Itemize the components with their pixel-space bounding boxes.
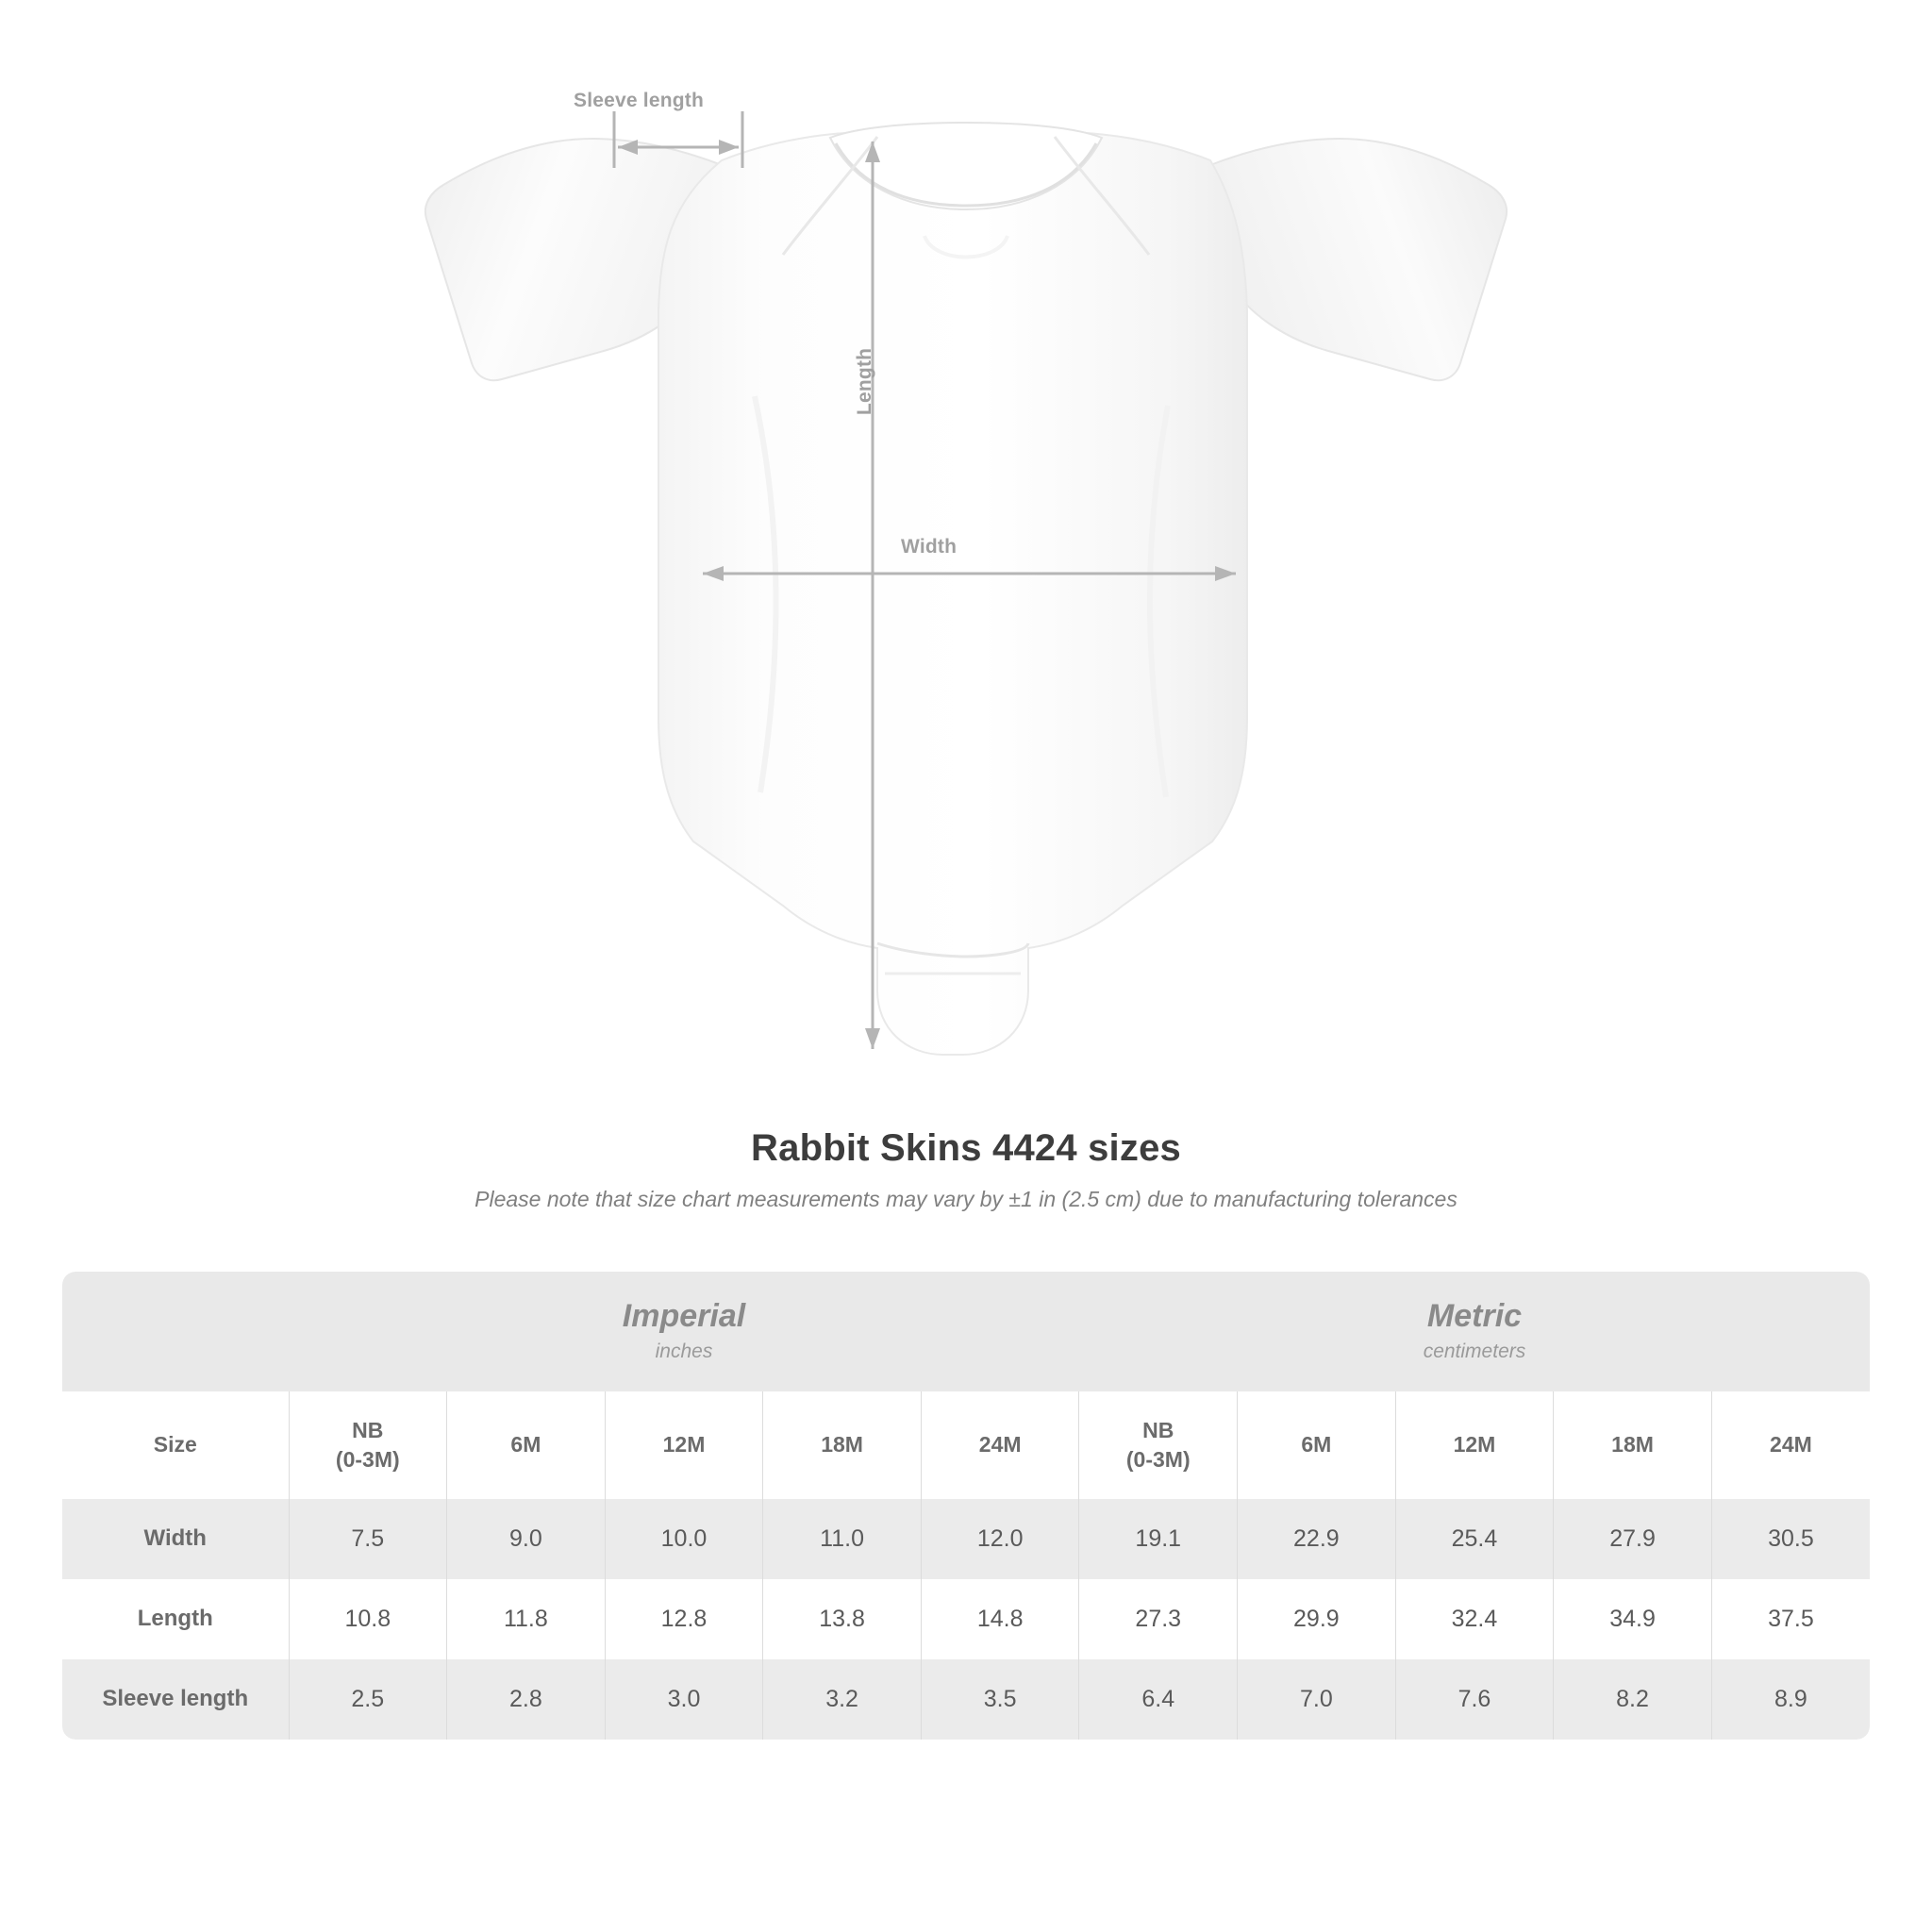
tolerance-note: Please note that size chart measurements may vary by ±1 in (2.5 cm) due to manufacturing tolerances bbox=[475, 1187, 1457, 1211]
cell-length-metric-6m: 29.9 bbox=[1238, 1579, 1396, 1659]
length-dimension-label: Length bbox=[854, 347, 875, 415]
header-imperial-nb-line2: (0-3M) bbox=[335, 1446, 400, 1472]
cell-sleeve-imperial-18m: 3.2 bbox=[763, 1659, 922, 1740]
cell-width-metric-18m: 27.9 bbox=[1554, 1499, 1712, 1579]
table-row bbox=[62, 1579, 1870, 1659]
cell-sleeve-imperial-12m: 3.0 bbox=[605, 1659, 763, 1740]
column-header-row bbox=[62, 1391, 1870, 1499]
cell-width-metric-6m: 22.9 bbox=[1238, 1499, 1396, 1579]
width-dimension-label: Width bbox=[901, 536, 958, 558]
cell-length-metric-12m: 32.4 bbox=[1395, 1579, 1554, 1659]
page-title: Rabbit Skins 4424 sizes bbox=[751, 1127, 1181, 1169]
cell-length-imperial-12m: 12.8 bbox=[605, 1579, 763, 1659]
unit-group-imperial-title: Imperial bbox=[622, 1298, 746, 1334]
header-metric-6m: 6M bbox=[1238, 1391, 1396, 1499]
cell-length-imperial-nb: 10.8 bbox=[289, 1579, 447, 1659]
cell-length-metric-nb: 27.3 bbox=[1079, 1579, 1238, 1659]
header-imperial-18m: 18M bbox=[763, 1391, 922, 1499]
cell-width-imperial-6m: 9.0 bbox=[447, 1499, 606, 1579]
cell-width-imperial-18m: 11.0 bbox=[763, 1499, 922, 1579]
chart-header bbox=[0, 1127, 1932, 1212]
cell-width-metric-nb: 19.1 bbox=[1079, 1499, 1238, 1579]
cell-width-metric-24m: 30.5 bbox=[1711, 1499, 1870, 1579]
cell-sleeve-metric-6m: 7.0 bbox=[1238, 1659, 1396, 1740]
cell-sleeve-imperial-24m: 3.5 bbox=[921, 1659, 1079, 1740]
cell-sleeve-imperial-nb: 2.5 bbox=[289, 1659, 447, 1740]
header-metric-18m: 18M bbox=[1554, 1391, 1712, 1499]
cell-length-imperial-24m: 14.8 bbox=[921, 1579, 1079, 1659]
size-table bbox=[62, 1272, 1870, 1740]
cell-sleeve-imperial-6m: 2.8 bbox=[447, 1659, 606, 1740]
cell-length-metric-24m: 37.5 bbox=[1711, 1579, 1870, 1659]
unit-header-spacer bbox=[62, 1272, 289, 1391]
table-row bbox=[62, 1499, 1870, 1579]
unit-group-imperial bbox=[289, 1272, 1079, 1391]
header-imperial-nb bbox=[289, 1391, 447, 1499]
row-label-length: Length bbox=[62, 1579, 289, 1659]
cell-sleeve-metric-nb: 6.4 bbox=[1079, 1659, 1238, 1740]
cell-length-metric-18m: 34.9 bbox=[1554, 1579, 1712, 1659]
header-metric-12m: 12M bbox=[1395, 1391, 1554, 1499]
cell-sleeve-metric-24m: 8.9 bbox=[1711, 1659, 1870, 1740]
header-metric-nb bbox=[1079, 1391, 1238, 1499]
sleeve-length-dimension-label: Sleeve length bbox=[574, 90, 704, 111]
header-imperial-nb-line1: NB bbox=[352, 1417, 384, 1442]
table-row bbox=[62, 1659, 1870, 1740]
unit-group-metric-sub: centimeters bbox=[1423, 1340, 1526, 1362]
header-imperial-12m: 12M bbox=[605, 1391, 763, 1499]
row-label-width: Width bbox=[62, 1499, 289, 1579]
row-label-sleeve-length: Sleeve length bbox=[62, 1659, 289, 1740]
cell-width-metric-12m: 25.4 bbox=[1395, 1499, 1554, 1579]
cell-length-imperial-18m: 13.8 bbox=[763, 1579, 922, 1659]
cell-sleeve-metric-18m: 8.2 bbox=[1554, 1659, 1712, 1740]
cell-sleeve-metric-12m: 7.6 bbox=[1395, 1659, 1554, 1740]
cell-width-imperial-12m: 10.0 bbox=[605, 1499, 763, 1579]
cell-width-imperial-24m: 12.0 bbox=[921, 1499, 1079, 1579]
unit-group-metric bbox=[1079, 1272, 1870, 1391]
header-metric-nb-line2: (0-3M) bbox=[1125, 1446, 1191, 1472]
header-imperial-24m: 24M bbox=[921, 1391, 1079, 1499]
header-metric-nb-line1: NB bbox=[1142, 1417, 1174, 1442]
unit-group-metric-title: Metric bbox=[1426, 1298, 1523, 1334]
unit-group-imperial-sub: inches bbox=[655, 1340, 713, 1362]
header-metric-24m: 24M bbox=[1711, 1391, 1870, 1499]
header-imperial-6m: 6M bbox=[447, 1391, 606, 1499]
unit-header-row bbox=[62, 1272, 1870, 1391]
cell-width-imperial-nb: 7.5 bbox=[289, 1499, 447, 1579]
header-size: Size bbox=[62, 1391, 289, 1499]
size-table-container bbox=[62, 1272, 1870, 1740]
cell-length-imperial-6m: 11.8 bbox=[447, 1579, 606, 1659]
